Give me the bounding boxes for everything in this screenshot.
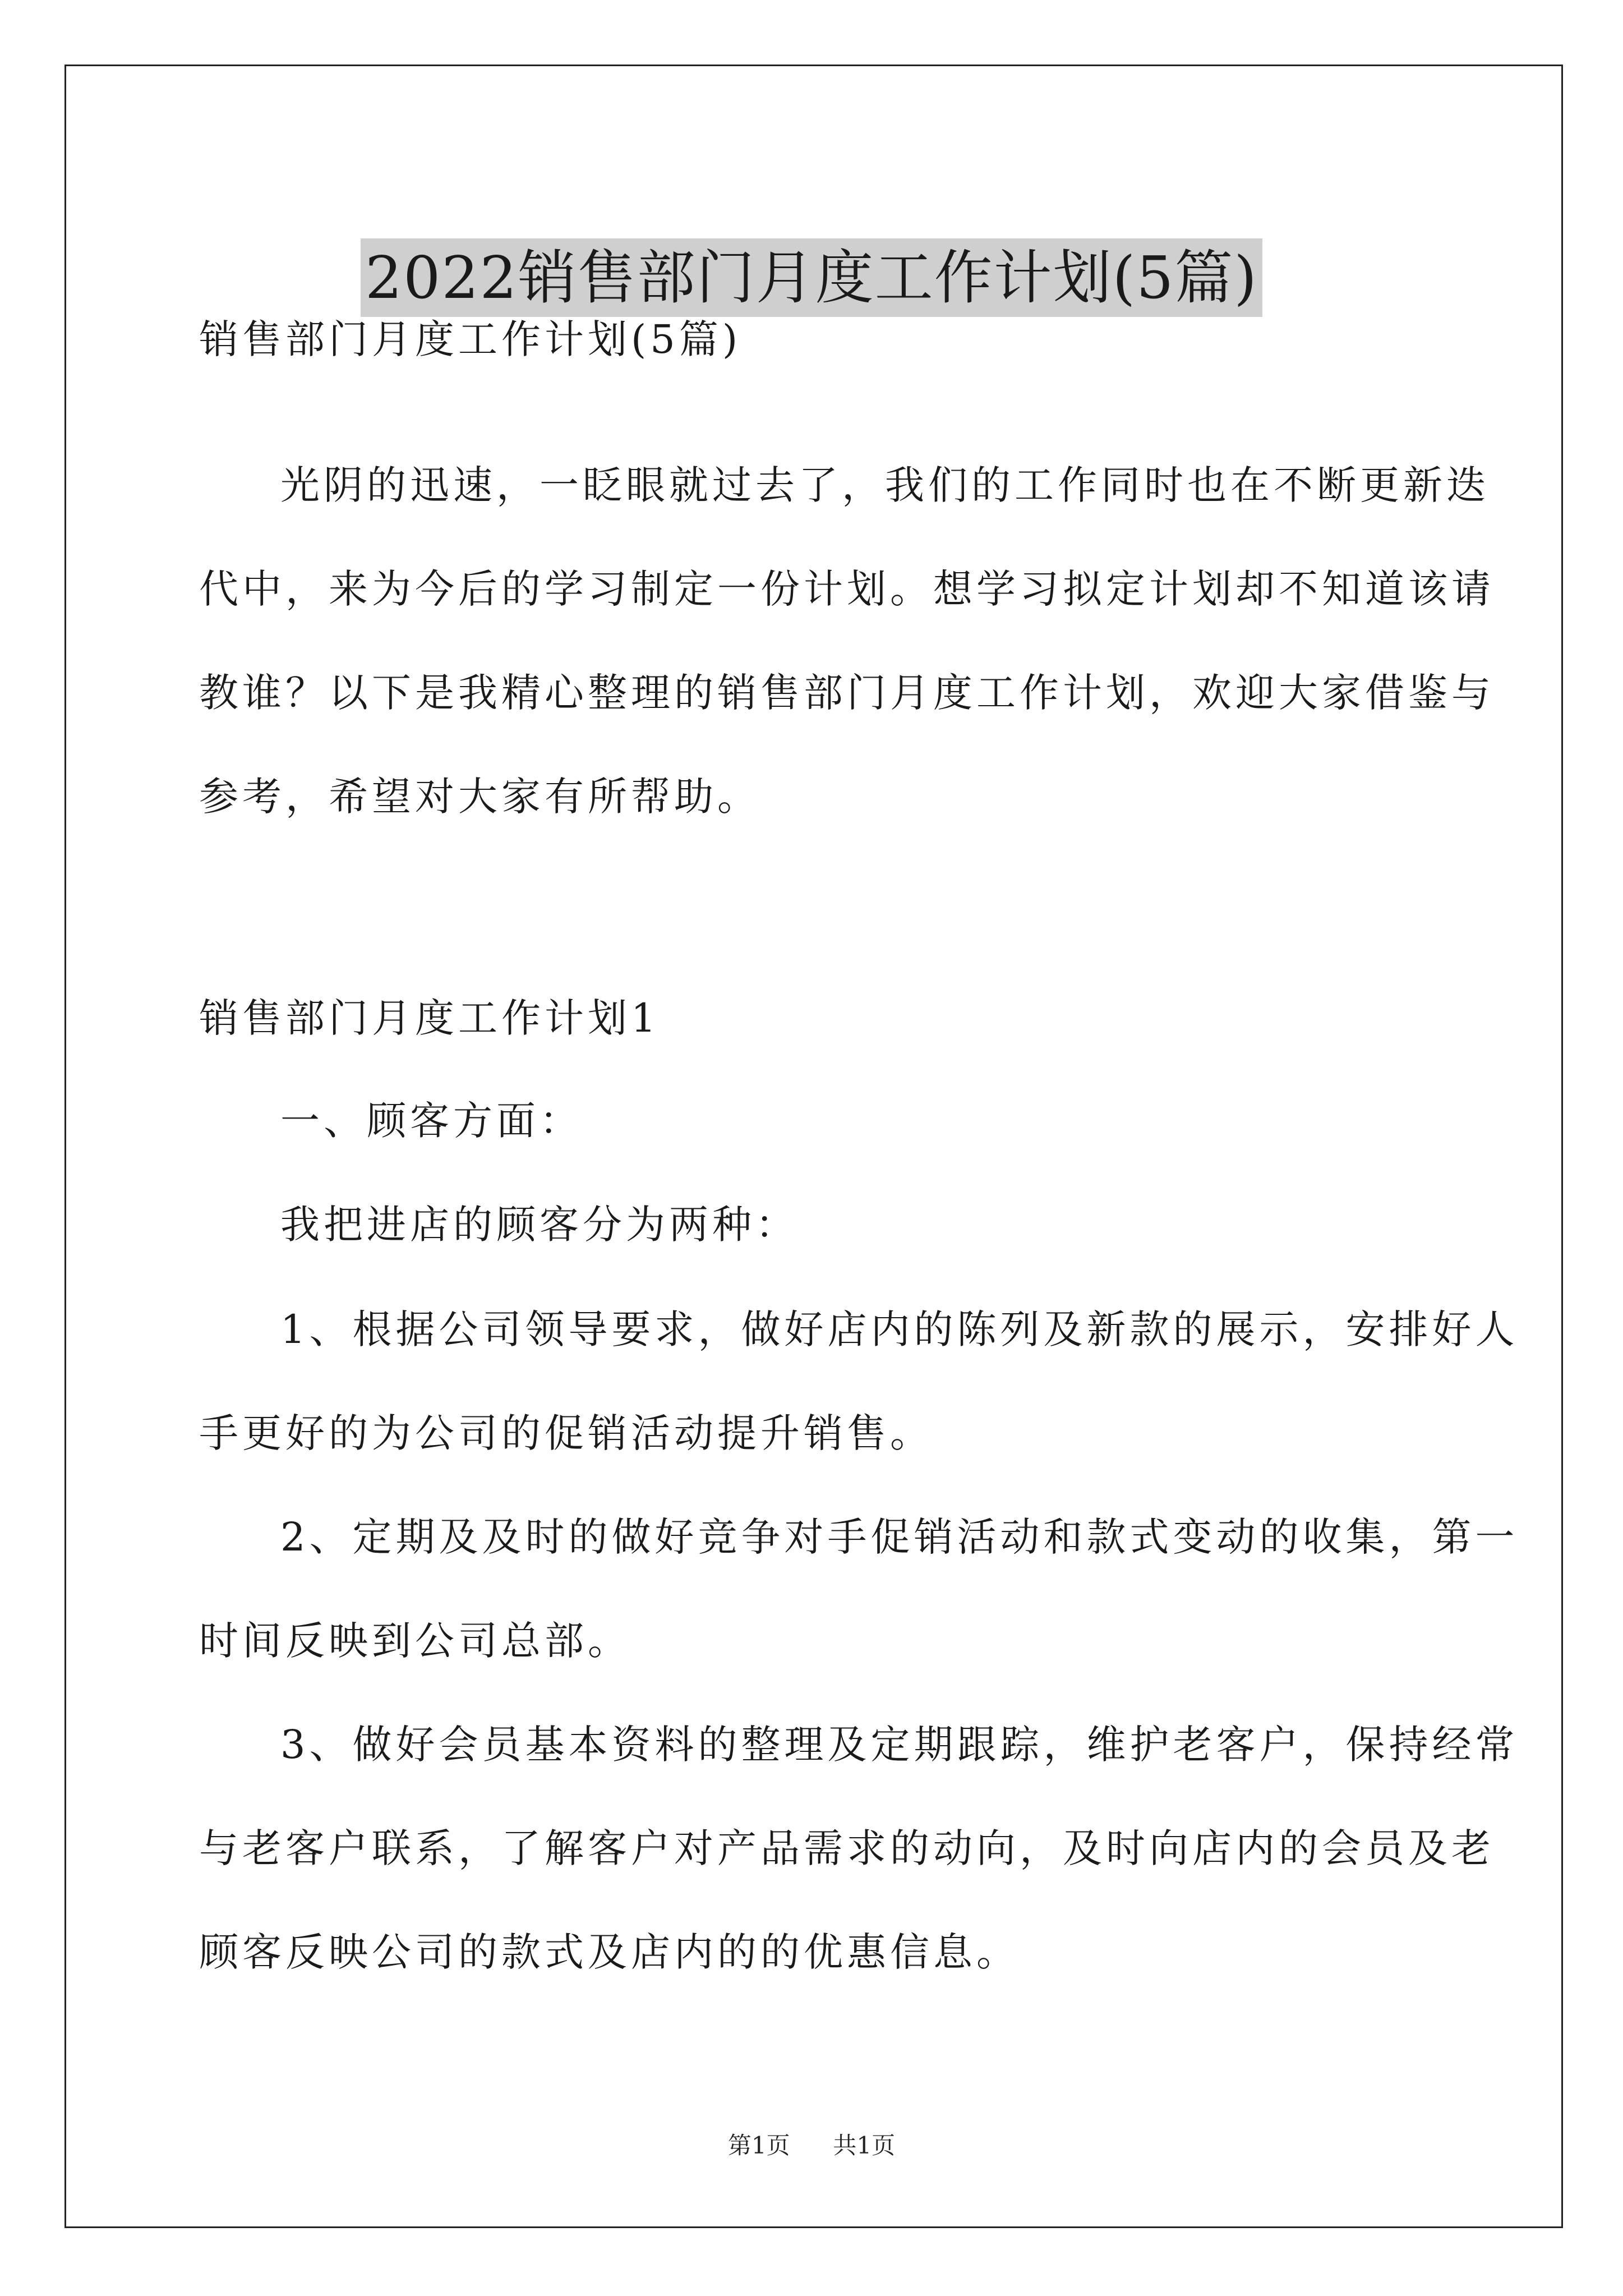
intro-line: 代中，来为今后的学习制定一份计划。想学习拟定计划却不知道该请 bbox=[199, 566, 1495, 612]
list-item-line: 1、根据公司领导要求，做好店内的陈列及新款的展示，安排好人 bbox=[280, 1306, 1519, 1352]
intro-line: 教谁？以下是我精心整理的销售部门月度工作计划，欢迎大家借鉴与 bbox=[199, 670, 1495, 716]
section-heading: 销售部门月度工作计划1 bbox=[199, 995, 660, 1041]
document-subtitle: 销售部门月度工作计划(5篇) bbox=[199, 316, 742, 362]
intro-line: 光阴的迅速，一眨眼就过去了，我们的工作同时也在不断更新迭 bbox=[280, 462, 1490, 508]
page-footer bbox=[0, 2129, 1623, 2162]
subheading: 一、顾客方面： bbox=[280, 1098, 583, 1144]
list-item-line: 2、定期及及时的做好竞争对手促销活动和款式变动的收集，第一 bbox=[280, 1514, 1519, 1560]
document-title: 2022销售部门月度工作计划(5篇) bbox=[361, 238, 1262, 317]
list-item-line: 与老客户联系，了解客户对产品需求的动向，及时向店内的会员及老 bbox=[199, 1825, 1495, 1871]
intro-line: 参考，希望对大家有所帮助。 bbox=[199, 774, 760, 820]
list-item-line: 3、做好会员基本资料的整理及定期跟踪，维护老客户，保持经常 bbox=[280, 1722, 1519, 1768]
list-item-line: 时间反映到公司总部。 bbox=[199, 1618, 631, 1664]
page-number-total: 共1页 bbox=[833, 2132, 896, 2159]
list-item-line: 手更好的为公司的促销活动提升销售。 bbox=[199, 1410, 933, 1456]
list-item-line: 顾客反映公司的款式及店内的的优惠信息。 bbox=[199, 1929, 1020, 1975]
page-number-current: 第1页 bbox=[727, 2132, 790, 2159]
lead-in-text: 我把进店的顾客分为两种： bbox=[280, 1202, 799, 1248]
